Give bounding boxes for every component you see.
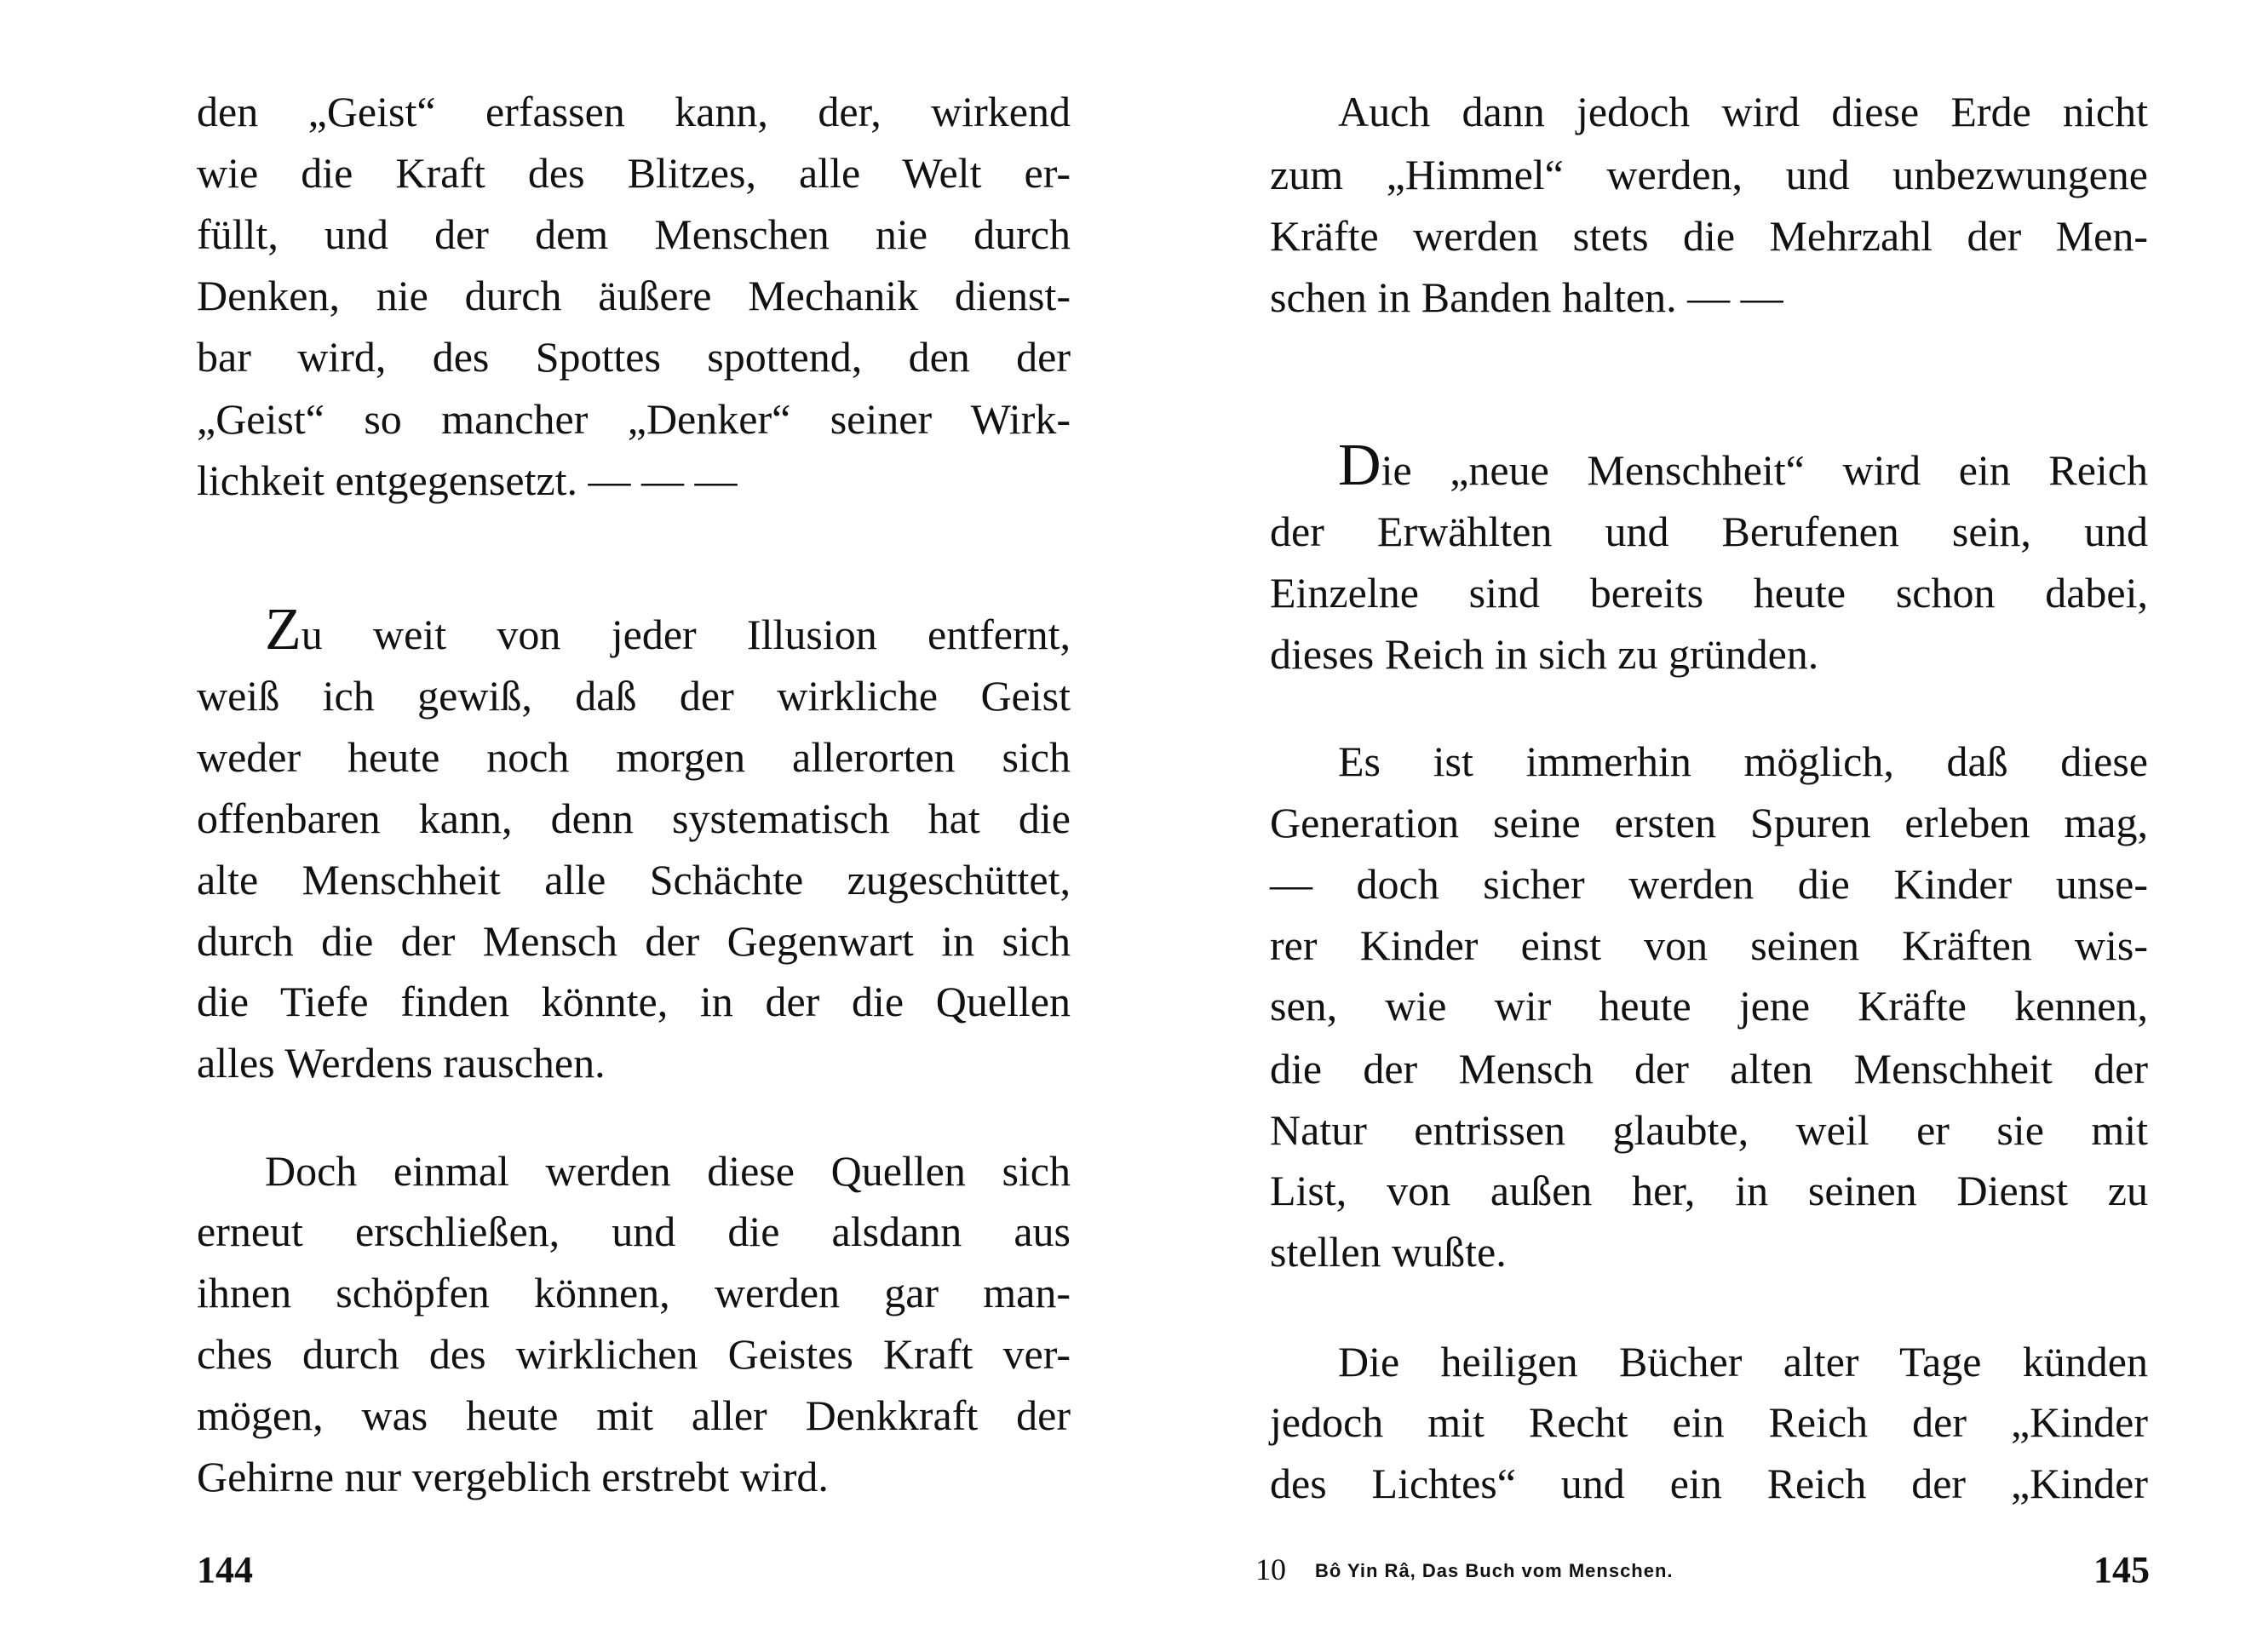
initial-letter: D (1338, 433, 1381, 498)
text-line: lichkeit entgegensetzt. — — — (197, 456, 738, 504)
text-line: sen, wie wir heute jene Kräfte kennen, (1270, 982, 2148, 1030)
text-line: stellen wußte. (1270, 1228, 1507, 1276)
text-line: die Tiefe finden könnte, in der die Quellen (197, 978, 1071, 1025)
text-line: Kräfte werden stets die Mehrzahl der Men- (1270, 212, 2148, 260)
footer-title: Bô Yin Râ, Das Buch vom Menschen. (1315, 1560, 1674, 1581)
text-line: Auch dann jedoch wird diese Erde nicht (1338, 88, 2148, 135)
text-line: die der Mensch der alten Menschheit der (1270, 1045, 2148, 1093)
text-line (265, 597, 1071, 663)
text-line: „Geist“ so mancher „Denker“ seiner Wirk- (197, 395, 1071, 443)
page-number-left: 144 (197, 1549, 253, 1591)
text-line: dieses Reich in sich zu gründen. (1270, 630, 1819, 678)
signature-number: 10 (1255, 1552, 1286, 1586)
text-line: den „Geist“ erfassen kann, der, wirkend (197, 88, 1071, 135)
line-text: ie „neue Menschheit“ wird ein Reich (1381, 446, 2148, 494)
text-line: füllt, und der dem Menschen nie durch (197, 210, 1071, 258)
text-line: ihnen schöpfen können, werden gar man- (197, 1269, 1071, 1316)
text-line: erneut erschließen, und die alsdann aus (197, 1207, 1071, 1255)
text-line: offenbaren kann, denn systematisch hat die (197, 794, 1071, 842)
text-line: Die heiligen Bücher alter Tage künden (1338, 1338, 2148, 1385)
text-line: Es ist immerhin möglich, daß diese (1338, 737, 2148, 785)
text-line: durch die der Mensch der Gegenwart in sich (197, 917, 1071, 965)
text-line: des Lichtes“ und ein Reich der „Kinder (1270, 1460, 2148, 1507)
text-line: alte Menschheit alle Schächte zugeschüttet, (197, 856, 1071, 903)
text-line: — doch sicher werden die Kinder unse- (1270, 860, 2148, 908)
text-line: bar wird, des Spottes spottend, den der (197, 333, 1071, 381)
text-line (1338, 433, 2148, 498)
text-line: rer Kinder einst von seinen Kräften wis- (1270, 921, 2148, 969)
text-line: jedoch mit Recht ein Reich der „Kinder (1270, 1398, 2148, 1446)
text-line: ches durch des wirklichen Geistes Kraft ver- (197, 1330, 1071, 1378)
text-line: Denken, nie durch äußere Mechanik dienst- (197, 272, 1071, 319)
text-line: mögen, was heute mit aller Denkkraft der (197, 1391, 1071, 1439)
text-line: schen in Banden halten. — — (1270, 273, 1783, 321)
line-text: u weit von jeder Illusion entfernt, (301, 611, 1071, 658)
text-line: Generation seine ersten Spuren erleben mag, (1270, 799, 2148, 846)
text-line: Doch einmal werden diese Quellen sich (265, 1147, 1071, 1195)
text-line: wie die Kraft des Blitzes, alle Welt er- (197, 149, 1071, 197)
page-number-right: 145 (2093, 1549, 2150, 1591)
text-line: Gehirne nur vergeblich erstrebt wird. (197, 1453, 829, 1500)
text-line: Natur entrissen glaubte, weil er sie mit (1270, 1106, 2148, 1154)
text-line: Einzelne sind bereits heute schon dabei, (1270, 569, 2148, 617)
initial-letter: Z (265, 597, 302, 663)
text-line: der Erwählten und Berufenen sein, und (1270, 508, 2148, 555)
text-line: alles Werdens rauschen. (197, 1039, 606, 1087)
text-line: weiß ich gewiß, daß der wirkliche Geist (197, 672, 1071, 720)
text-line: weder heute noch morgen allerorten sich (197, 733, 1071, 781)
text-line: List, von außen her, in seinen Dienst zu (1270, 1167, 2148, 1214)
text-line: zum „Himmel“ werden, und unbezwungene (1270, 151, 2148, 198)
